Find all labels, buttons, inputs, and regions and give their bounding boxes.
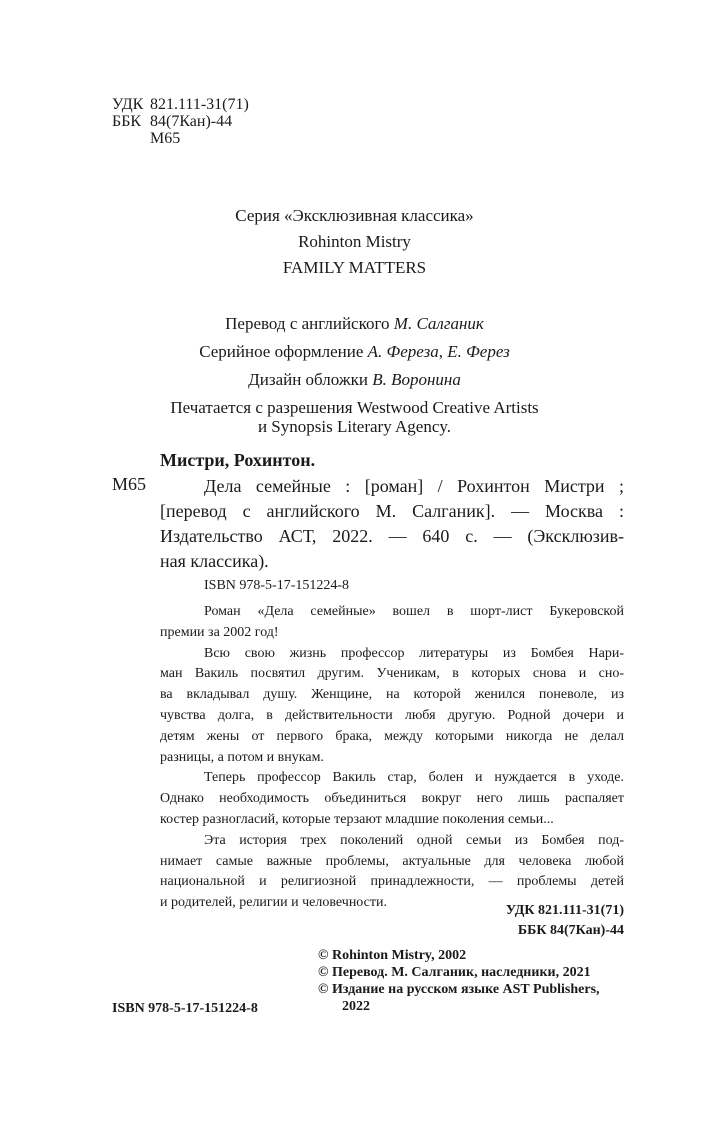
cover-design-credit: Дизайн обложки В. Воронина xyxy=(248,370,461,389)
series-block xyxy=(0,203,709,281)
annotation-paragraph: Теперь профессор Вакиль стар, болен и нуждается в уходе. Однако необходимость объединиться вокруг него лишь распаляет костер разногласий, которые терзают младшие поколения семьи... xyxy=(160,770,624,827)
footer-udk: УДК 821.111-31(71) xyxy=(505,903,624,918)
udk-label: УДК xyxy=(112,96,144,113)
bib-isbn: ISBN 978-5-17-151224-8 xyxy=(204,578,350,593)
author-mark: М65 xyxy=(150,130,181,147)
footer-classification xyxy=(470,901,624,941)
copyright-block xyxy=(318,947,600,1015)
annotation-paragraph: Роман «Дела семейные» вошел в шорт-лист Букеровской премии за 2002 год! xyxy=(160,604,624,640)
original-title: FAMILY MATTERS xyxy=(282,258,427,277)
series-name: Серия «Эксклюзивная классика» xyxy=(235,206,474,225)
original-author: Rohinton Mistry xyxy=(298,232,411,251)
bib-author-mark: М65 xyxy=(112,474,147,494)
footer-isbn: ISBN 978-5-17-151224-8 xyxy=(112,1001,258,1016)
bib-line: Дела семейные : [роман] / Рохинтон Мистри ; xyxy=(204,476,624,496)
bbk-value: 84(7Кан)-44 xyxy=(150,113,233,130)
annotation-paragraph: Всю свою жизнь профессор литературы из Бомбея Нари- ман Вакиль посвятил другим. Ученикам, в которых снова и сно- ва вкладывал душу. Женщине, на которой женился поневоле, из чувства долга, в действительности любя другую. Родной дочери и детям жены от первого брака, между которыми никогда не делал разницы, а потом и внукам. xyxy=(160,645,624,765)
bbk-label: ББК xyxy=(112,113,142,130)
bib-line: ная классика). xyxy=(160,551,269,571)
annotation xyxy=(160,602,624,914)
copyright-line: © Перевод. М. Салганик, наследники, 2021 xyxy=(318,965,591,980)
classification-codes xyxy=(112,96,249,147)
bib-author-heading: Мистри, Рохинтон. xyxy=(160,450,316,470)
cover-designer: В. Воронина xyxy=(372,370,461,389)
translator-name: М. Салганик xyxy=(393,314,484,333)
annotation-paragraph: Эта история трех поколений одной семьи из Бомбея под- нимает самые важные проблемы, актуальные для человека любой национальной и религиозной принадлежности, — проблемы детей и родителей, религии и человечности. xyxy=(160,832,624,911)
credits-block xyxy=(0,310,709,436)
copyright-line: © Rohinton Mistry, 2002 xyxy=(318,948,467,963)
bib-line: [перевод с английского М. Салганик]. — Москва : xyxy=(160,501,624,521)
udk-value: 821.111-31(71) xyxy=(150,96,249,113)
permission-note: Печатается с разрешения Westwood Creative Artists и Synopsis Literary Agency. xyxy=(170,398,539,436)
copyright-line: © Издание на русском языке AST Publishers, xyxy=(318,982,600,997)
bib-description xyxy=(160,474,624,574)
bib-line: Издательство АСТ, 2022. — 640 с. — (Эксклюзив- xyxy=(160,526,624,546)
series-design-credit: Серийное оформление А. Фереза, Е. Ферез xyxy=(199,342,510,361)
series-designer-1: А. Фереза xyxy=(367,342,439,361)
footer-bbk: ББК 84(7Кан)-44 xyxy=(517,923,624,938)
copyright-continuation: 2022 xyxy=(342,999,370,1014)
translation-credit: Перевод с английского М. Салганик xyxy=(225,314,484,333)
series-designer-2: Е. Ферез xyxy=(447,342,510,361)
